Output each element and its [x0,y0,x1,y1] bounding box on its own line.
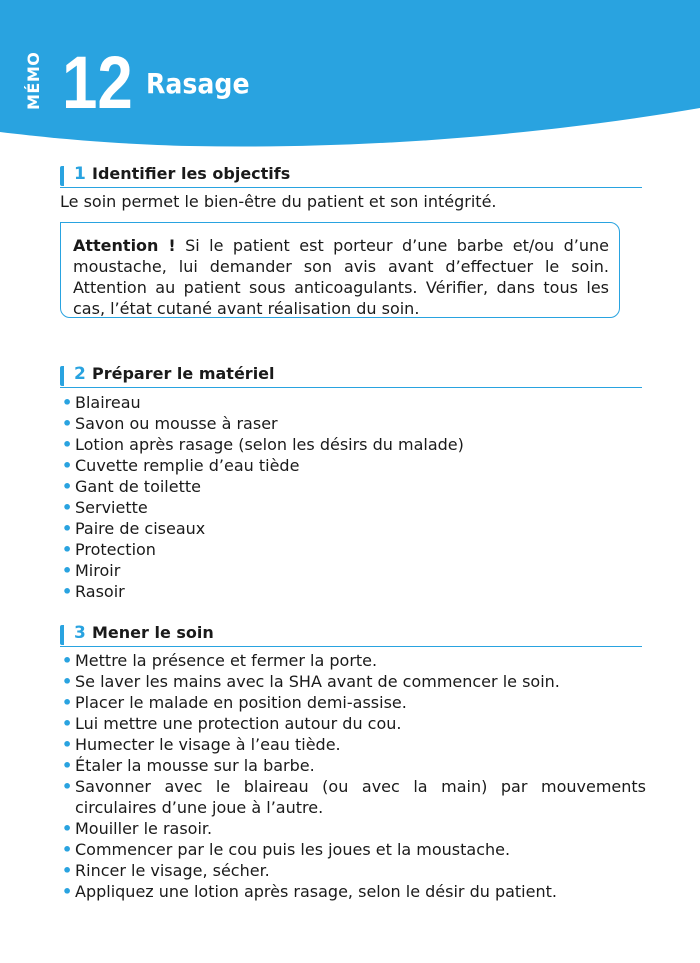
procedure-steps-list [60,650,646,902]
section-2-heading [60,364,642,388]
section-marker-icon [60,366,64,386]
list-item: • Blaireau [62,393,141,412]
section-1-intro: Le soin permet le bien-être du patient et son intégrité. [60,192,497,211]
bullet-icon: • [62,435,73,454]
list-item: • Rasoir [62,582,125,601]
list-item: • Savonner avec le blaireau (ou avec la main) par mouvements circulaires d’une joue à l’autre. [62,777,646,817]
list-item: • Cuvette remplie d’eau tiède [62,456,300,475]
list-item: • Mettre la présence et fermer la porte. [62,651,378,670]
bullet-icon: • [62,456,73,475]
list-item: • Commencer par le cou puis les joues et la moustache. [62,840,511,859]
bullet-icon: • [62,861,73,880]
section-title: Identifier les objectifs [92,164,291,183]
bullet-icon: • [62,672,73,691]
section-divider [60,387,642,389]
list-item: • Paire de ciseaux [62,519,206,538]
attention-text: Si le patient est porteur d’une barbe et/ou d’une moustache, lui demander son avis avant d’effectuer le soin. Attention au patient sous anticoagulants. Vérifier, dans tous les cas, l’état cutané avant réalisation du soin. [73,236,610,318]
section-title: Préparer le matériel [92,364,275,383]
materials-list [60,392,646,602]
section-number: 1 [74,164,86,184]
section-1-heading [60,164,642,188]
list-item: • Gant de toilette [62,477,201,496]
bullet-icon: • [62,561,73,580]
bullet-icon: • [62,714,73,733]
bullet-icon: • [62,582,73,601]
list-item: • Lui mettre une protection autour du cou. [62,714,402,733]
list-item: • Mouiller le rasoir. [62,819,213,838]
attention-box [60,222,620,318]
section-marker-icon [60,166,64,186]
bullet-icon: • [62,735,73,754]
list-item: • Appliquez une lotion après rasage, selon le désir du patient. [62,882,557,901]
attention-label: Attention ! [73,236,176,255]
bullet-icon: • [62,414,73,433]
memo-label: MÉMO [24,51,43,110]
memo-number: 12 [62,41,133,124]
list-item: • Miroir [62,561,121,580]
bullet-icon: • [62,819,73,838]
section-3-heading [60,623,642,647]
bullet-icon: • [62,393,73,412]
list-item: • Étaler la mousse sur la barbe. [62,756,315,775]
list-item: • Se laver les mains avec la SHA avant de commencer le soin. [62,672,560,691]
section-marker-icon [60,625,64,645]
bullet-icon: • [62,498,73,517]
list-item: • Humecter le visage à l’eau tiède. [62,735,341,754]
section-divider [60,187,642,189]
bullet-icon: • [62,477,73,496]
bullet-icon: • [62,882,73,901]
list-item: • Lotion après rasage (selon les désirs du malade) [62,435,464,454]
bullet-icon: • [62,693,73,712]
bullet-icon: • [62,519,73,538]
list-item: • Placer le malade en position demi-assise. [62,693,407,712]
list-item: • Savon ou mousse à raser [62,414,278,433]
list-item: • Rincer le visage, sécher. [62,861,270,880]
list-item: • Serviette [62,498,148,517]
section-number: 2 [74,364,86,384]
list-item: • Protection [62,540,156,559]
section-number: 3 [74,623,86,643]
section-title: Mener le soin [92,623,214,642]
bullet-icon: • [62,756,73,775]
bullet-icon: • [62,840,73,859]
bullet-icon: • [62,777,73,796]
bullet-icon: • [62,651,73,670]
section-divider [60,646,642,648]
bullet-icon: • [62,540,73,559]
page-title: Rasage [146,67,250,100]
